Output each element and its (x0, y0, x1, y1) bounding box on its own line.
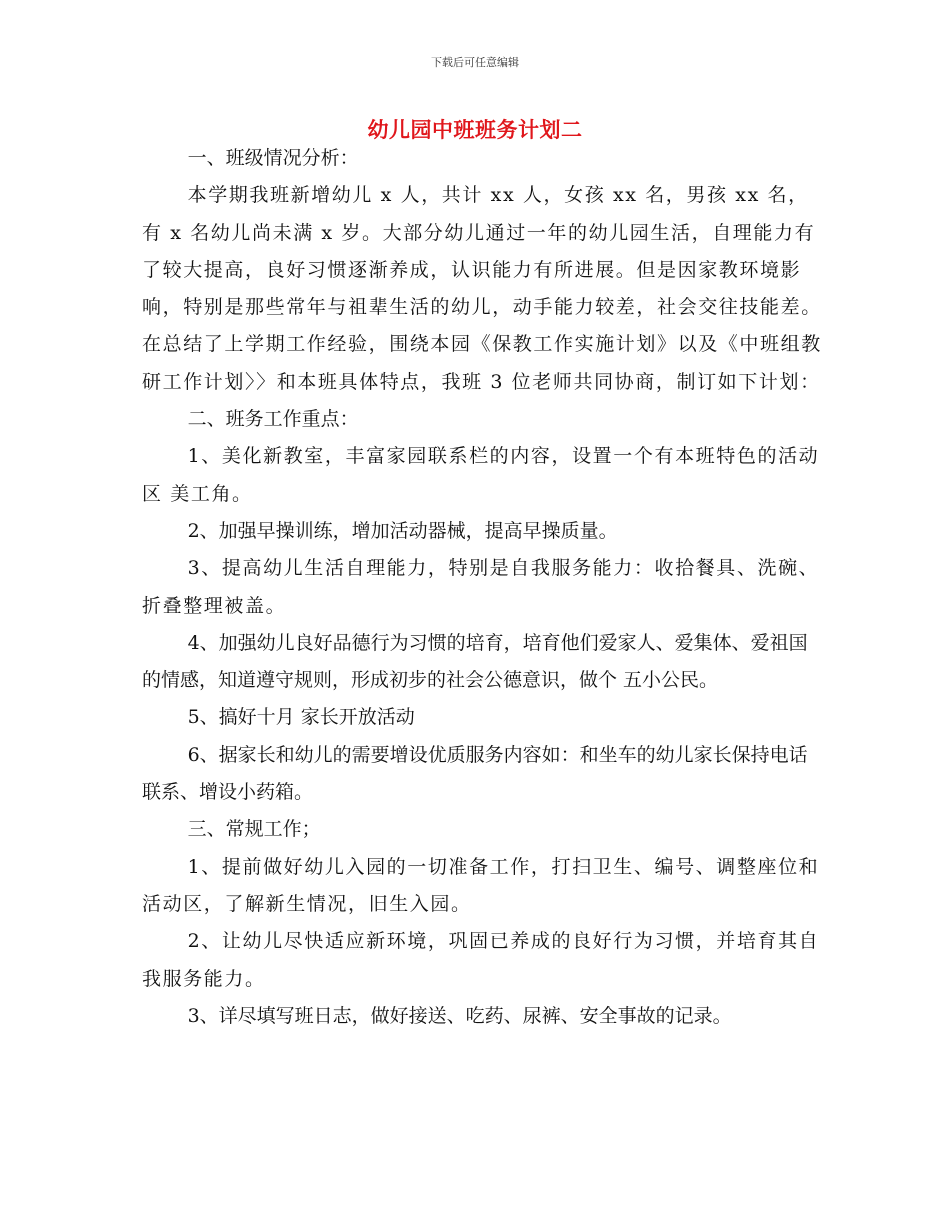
list-item-routine-1: 1、提前做好幼儿入园的一切准备工作，打扫卫生、编号、调整座位和活动区，了解新生情况，旧生入园。 (142, 855, 820, 915)
section-heading-routine-work: 三、常规工作； (187, 818, 321, 841)
page-header-note: 下载后可任意编辑 (431, 56, 519, 69)
section-heading-key-tasks: 二、班务工作重点： (187, 408, 359, 431)
list-item-routine-2: 2、让幼儿尽快适应新环境，巩固已养成的良好行为习惯，并培育其自我服务能力。 (142, 930, 820, 990)
section-heading-class-analysis: 一、班级情况分析： (187, 147, 359, 169)
list-item-key-task-3: 3、提高幼儿生活自理能力，特别是自我服务能力：收拾餐具、洗碗、折叠整理被盖。 (142, 557, 820, 617)
list-item-key-task-2: 2、加强早操训练，增加活动器械，提高早操质量。 (187, 519, 618, 542)
paragraph-class-analysis: 本学期我班新增幼儿 x 人，共计 xx 人，女孩 xx 名，男孩 xx 名，有 x 名幼儿尚未满 x 岁。大部分幼儿通过一年的幼儿园生活，自理能力有了较大提高，良好习惯逐渐养成，认识能力有所进展。但是因家教环境影响，特别是那些常年与祖辈生活的幼儿，动手能力较差，社会交往技能差。在总结了上学期工作经验，围绕本园《保教工作实施计划》以及《中班组教研工作计划〉〉和本班具体特点，我班 3 位老师共同协商，制订如下计划： (142, 184, 822, 393)
list-item-routine-3: 3、详尽填写班日志，做好接送、吃药、尿裤、安全事故的记录。 (187, 1004, 732, 1027)
list-item-key-task-1: 1、美化新教室，丰富家园联系栏的内容，设置一个有本班特色的活动区 美工角。 (142, 445, 820, 505)
list-item-key-task-5: 5、搞好十月 家长开放活动 (187, 706, 415, 729)
document-body (142, 140, 822, 1035)
document-title: 幼儿园中班班务计划二 (367, 118, 583, 142)
list-item-key-task-6: 6、据家长和幼儿的需要增设优质服务内容如：和坐车的幼儿家长保持电话联系、增设小药箱。 (142, 743, 808, 804)
list-item-key-task-4: 4、加强幼儿良好品德行为习惯的培育，培育他们爱家人、爱集体、爱祖国的情感，知道遵守规则，形成初步的社会公德意识，做个 五小公民。 (142, 631, 808, 692)
